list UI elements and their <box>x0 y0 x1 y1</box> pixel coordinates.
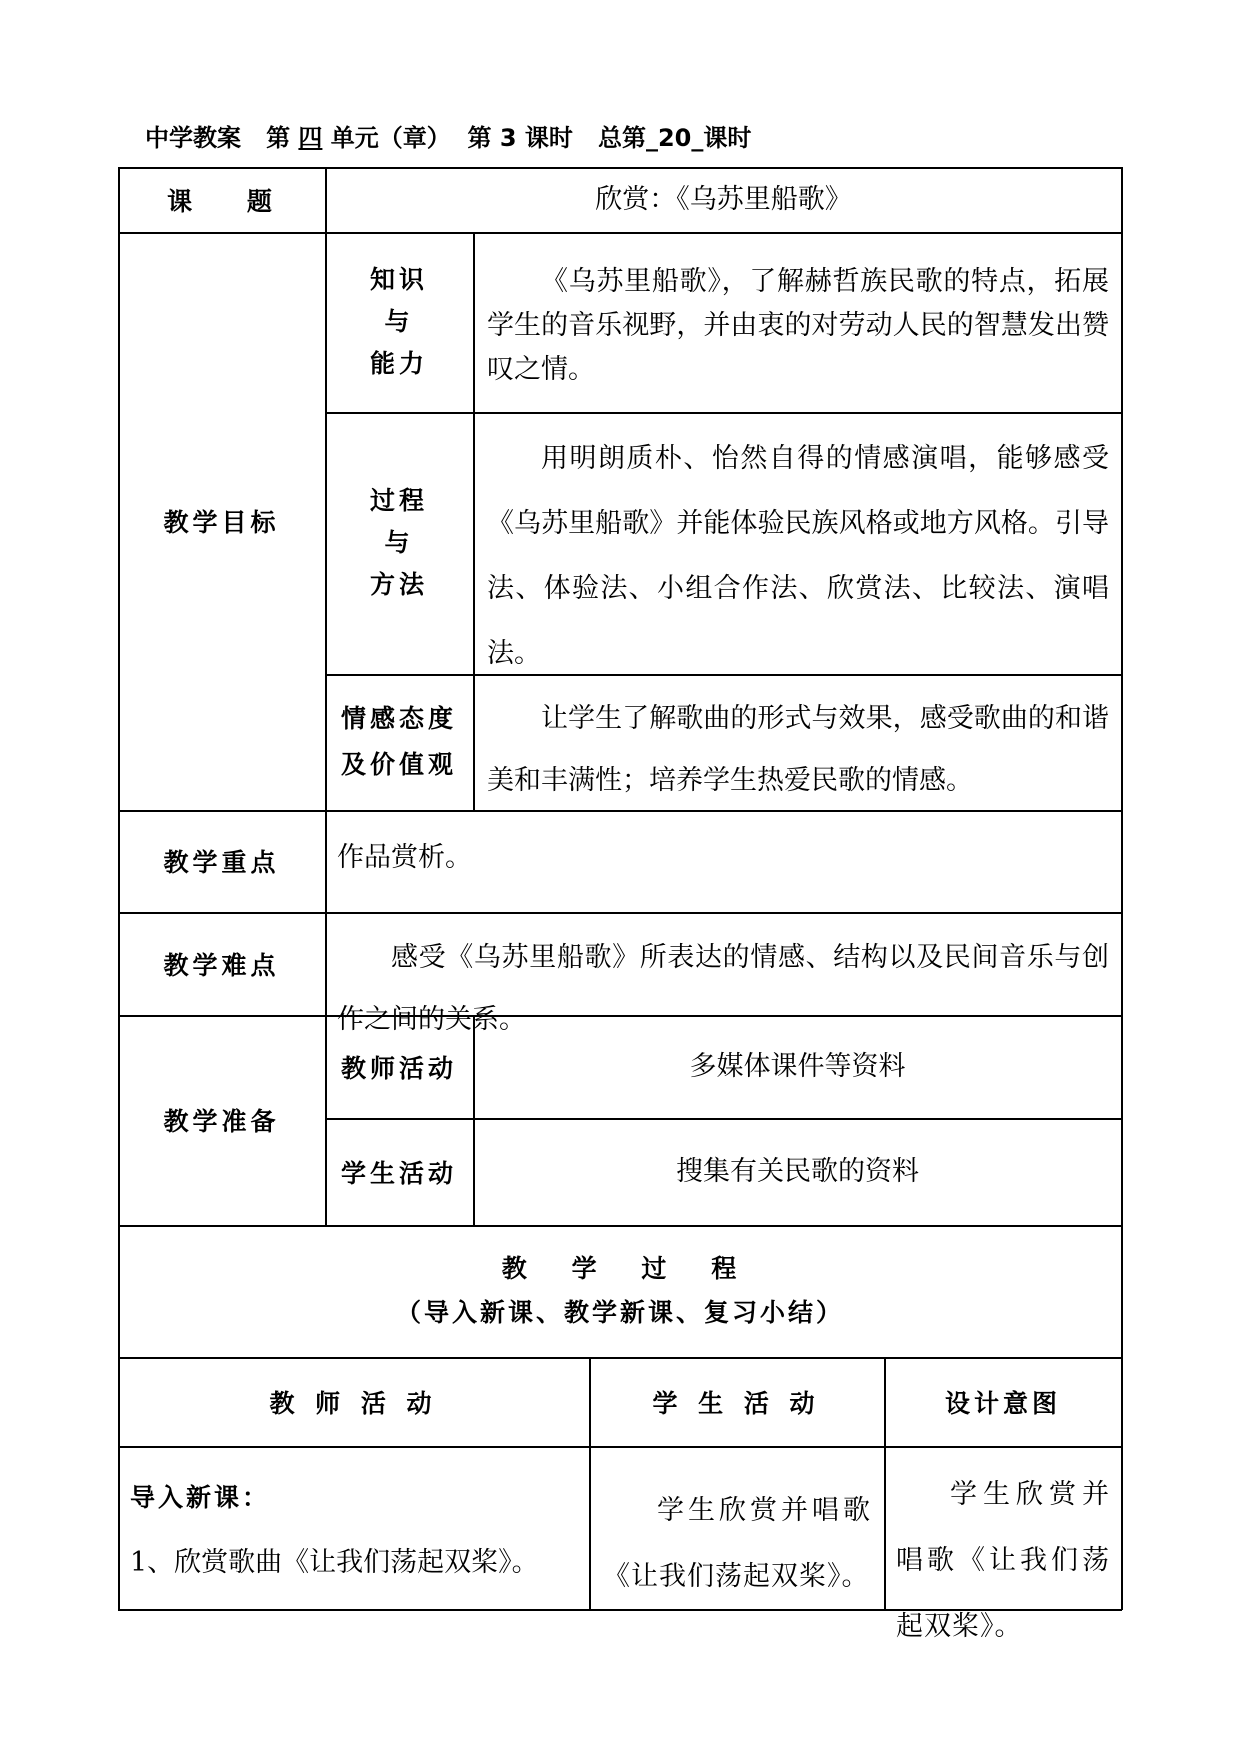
row1-teacher-item: 1、欣赏歌曲《让我们荡起双桨》。 <box>130 1547 539 1578</box>
col-student-activity: 学 生 活 动 <box>652 1388 821 1418</box>
key-point-text: 作品赏析。 <box>337 842 472 873</box>
emotion-text: 让学生了解歌曲的形式与效果，感受歌曲的和谐美和丰满性；培养学生热爱民歌的情感。 <box>487 703 1109 796</box>
row1-teacher-heading: 导入新课： <box>130 1483 271 1512</box>
prep-teacher-label: 教师活动 <box>340 1053 457 1083</box>
header-total: _20_ <box>645 124 704 152</box>
process-text: 用明朗质朴、怡然自得的情感演唱，能够感受《乌苏里船歌》并能体验民族风格或地方风格。引导法、体验法、小组合作法、欣赏法、比较法、演唱法。 <box>487 443 1109 669</box>
prep-teacher-text: 多媒体课件等资料 <box>689 1050 906 1082</box>
process-subtitle: （导入新课、教学新课、复习小结） <box>395 1298 844 1327</box>
process-label: 过程 与 方法 <box>369 486 428 599</box>
row1-intent-text: 学生欣赏并唱歌《让我们荡起双桨》。 <box>896 1479 1110 1642</box>
prep-student-text: 搜集有关民歌的资料 <box>676 1155 919 1187</box>
objectives-label: 教学目标 <box>163 508 280 537</box>
knowledge-label: 知识 与 能力 <box>369 265 428 378</box>
topic-value: 欣赏：《乌苏里船歌》 <box>595 183 852 215</box>
process-title: 教 学 过 程 <box>501 1254 739 1283</box>
process-section <box>118 1225 1122 1357</box>
prep-student-label: 学生活动 <box>340 1158 457 1188</box>
row1-student-text: 学生欣赏并唱歌《让我们荡起双桨》。 <box>603 1495 871 1592</box>
col-teacher-activity: 教 师 活 动 <box>269 1388 438 1418</box>
knowledge-text: 《乌苏里船歌》，了解赫哲族民歌的特点，拓展学生的音乐视野，并由衷的对劳动人民的智慧发出赞叹之情。 <box>487 266 1109 385</box>
key-point-label: 教学重点 <box>163 848 280 877</box>
header-unit: 四 <box>298 124 323 152</box>
lesson-header <box>145 118 751 153</box>
difficulty-text: 感受《乌苏里船歌》所表达的情感、结构以及民间音乐与创作之间的关系。 <box>337 942 1109 1035</box>
emotion-label: 情感态度 及价值观 <box>340 704 457 779</box>
topic-label: 课 题 <box>167 186 276 216</box>
header-suffix: 课时 <box>703 124 752 152</box>
header-middle: 单元（章） 第 3 课时 总第 <box>322 124 646 152</box>
col-design-intent: 设计意图 <box>944 1388 1061 1418</box>
header-prefix: 中学教案 第 <box>145 124 299 152</box>
difficulty-label: 教学难点 <box>163 950 280 980</box>
difficulty-cell <box>326 913 1121 1035</box>
preparation-label: 教学准备 <box>163 1107 280 1136</box>
